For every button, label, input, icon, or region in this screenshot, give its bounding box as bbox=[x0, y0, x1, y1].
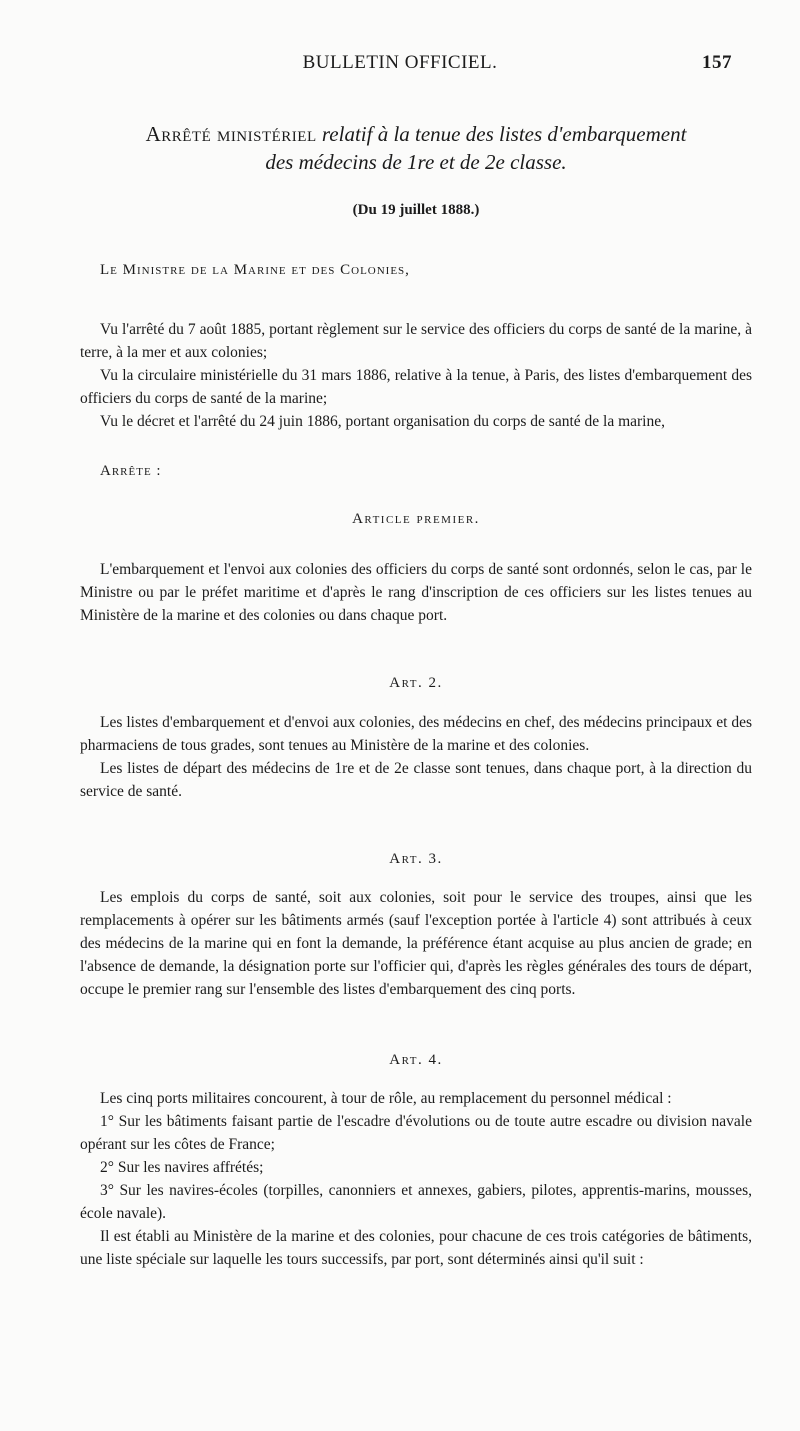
article-paragraph: Les listes d'embarquement et d'envoi aux colonies, des médecins en chef, des médecins principaux et des pharmaciens de tous grades, sont tenues au Ministère de la marine et des colonies. bbox=[80, 714, 752, 754]
heading-line-1 bbox=[80, 120, 752, 148]
running-header bbox=[0, 52, 800, 82]
article-paragraph: Il est établi au Ministère de la marine et des colonies, pour chacune de ces trois catégories de bâtiments, une liste spéciale sur laquelle les tours successifs, par port, sont déterminés ainsi qu'il suit : bbox=[80, 1228, 752, 1268]
page-number: 157 bbox=[702, 52, 732, 73]
preamble-paragraph: Vu le décret et l'arrêté du 24 juin 1886, portant organisation du corps de santé de la marine, bbox=[100, 413, 665, 430]
article-body bbox=[80, 711, 752, 803]
article-paragraph: Les listes de départ des médecins de 1re et de 2e classe sont tenues, dans chaque port, à la direction du service de santé. bbox=[80, 760, 752, 800]
heading-subject: relatif à la tenue des listes d'embarquement bbox=[321, 122, 687, 146]
decree-heading bbox=[80, 120, 752, 176]
preamble-paragraph: Vu la circulaire ministérielle du 31 mars 1886, relative à la tenue, à Paris, des listes d'embarquement des officiers du corps de santé de la marine; bbox=[80, 367, 752, 407]
preamble-paragraph: Vu l'arrêté du 7 août 1885, portant règlement sur le service des officiers du corps de santé de la marine, à terre, à la mer et aux colonies; bbox=[80, 321, 752, 361]
arrete-label: Arrête : bbox=[100, 463, 162, 479]
article-paragraph: Les cinq ports militaires concourent, à tour de rôle, au remplacement du personnel médical : bbox=[100, 1090, 672, 1107]
article-body bbox=[80, 886, 752, 1001]
article-title: Art. 4. bbox=[389, 1052, 443, 1068]
decree-date: (Du 19 juillet 1888.) bbox=[352, 202, 480, 218]
article-title: Art. 3. bbox=[389, 851, 443, 867]
minister-title: Le Ministre de la Marine et des Colonies, bbox=[100, 262, 410, 278]
article-paragraph: 2° Sur les navires affrétés; bbox=[100, 1159, 264, 1176]
bulletin-title: BULLETIN OFFICIEL. bbox=[302, 52, 498, 73]
article-paragraph: 3° Sur les navires-écoles (torpilles, canonniers et annexes, gabiers, pilotes, apprentis-marins, mousses, école navale). bbox=[80, 1182, 752, 1222]
article-body bbox=[80, 1087, 752, 1271]
article-paragraph: Les emplois du corps de santé, soit aux colonies, soit pour le service des troupes, ainsi que les remplacements à opérer sur les bâtiments armés (sauf l'exception portée à l'article 4) sont attribués à ceux des médecins de la marine qui en font la demande, la préférence étant acquise au plus ancien de grade; en l'absence de demande, la désignation porte sur l'officier qui, d'après les règles générales des tours de départ, occupe le premier rang sur l'ensemble des listes d'embarquement des cinq ports. bbox=[80, 889, 752, 998]
heading-lead: Arrêté ministériel bbox=[145, 122, 317, 146]
heading-subject-cont: des médecins de 1re et de 2e classe. bbox=[265, 150, 567, 174]
article-paragraph: L'embarquement et l'envoi aux colonies des officiers du corps de santé sont ordonnés, selon le cas, par le Ministre ou par le préfet maritime et d'après le rang d'inscription de ces officiers sur les listes tenues au Ministère de la marine et des colonies ou dans chaque port. bbox=[80, 561, 752, 624]
preamble bbox=[80, 318, 752, 433]
article-title: Article premier. bbox=[352, 511, 480, 527]
heading-line-2 bbox=[80, 148, 752, 176]
article-paragraph: 1° Sur les bâtiments faisant partie de l'escadre d'évolutions ou de toute autre escadre ou division navale opérant sur les côtes de France; bbox=[80, 1113, 752, 1153]
article-title: Art. 2. bbox=[389, 675, 443, 691]
article-body bbox=[80, 558, 752, 627]
